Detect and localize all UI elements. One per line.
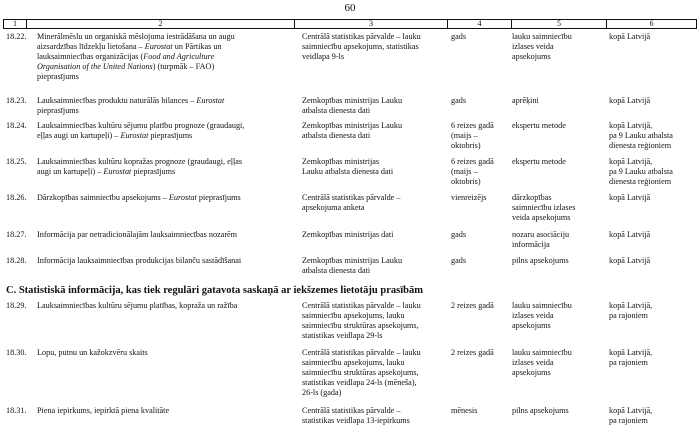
cell-line: Zemkopības ministrijas [302, 157, 380, 166]
cell-line: kopā Latvijā [609, 96, 651, 105]
cell-line: aizsardzības līdzekļu lietošana – Eurostat un Pārtikas un [37, 42, 222, 51]
cell-line: saimniecību struktūras apsekojums, [302, 321, 419, 330]
cell-line: Piena iepirkums, iepirktā piena kvalitāte [37, 406, 170, 415]
cell-line: saimniecību struktūras apsekojums, [302, 368, 419, 377]
row-method [512, 256, 602, 266]
column-number: 2 [158, 19, 163, 28]
row-number: 18.29. [6, 301, 27, 310]
row-number: 18.23. [6, 96, 27, 105]
cell-line: gads [451, 256, 467, 265]
row-frequency [451, 96, 509, 106]
row-method [512, 96, 602, 106]
cell-line: aprēķini [512, 96, 539, 105]
row-description [37, 230, 292, 240]
cell-line: pa rajoniem [609, 311, 648, 320]
cell-line: apsekojuma anketa [302, 203, 365, 212]
row-data-source [302, 301, 462, 341]
cell-line: gads [451, 230, 467, 239]
cell-line: (maijs – [451, 167, 478, 176]
column-number: 4 [477, 19, 482, 28]
cell-line: veidlapa 9-ls [302, 52, 345, 61]
cell-line: apsekojums [512, 52, 551, 61]
row-description [37, 32, 292, 82]
row-method [512, 406, 602, 416]
cell-line: Informācija par netradicionālajām lauksaimniecības nozarēm [37, 230, 238, 239]
cell-line: kopā Latvijā, [609, 157, 653, 166]
cell-line: 26-ls (gada) [302, 388, 342, 397]
cell-line: Informācija lauksaimniecības produkcijas bilanču sastādīšanai [37, 256, 242, 265]
row-method [512, 157, 602, 167]
row-coverage [609, 348, 699, 368]
row-data-source [302, 121, 462, 141]
row-description [37, 406, 292, 416]
row-description [37, 157, 292, 177]
cell-line: atbalsta dienesta dati [302, 131, 371, 140]
row-frequency [451, 406, 509, 416]
row-data-source [302, 32, 462, 62]
cell-line: 2 reizes gadā [451, 348, 494, 357]
row-number: 18.24. [6, 121, 27, 130]
cell-line: kopā Latvijā, [609, 121, 653, 130]
cell-line: Dārzkopības saimniecību apsekojums – Eurostat pieprasījums [37, 193, 241, 202]
cell-line: pa rajoniem [609, 416, 648, 425]
row-method [512, 348, 602, 378]
row-description [37, 348, 292, 358]
section-heading: C. Statistiskā informācija, kas tiek regulāri gatavota saskaņā ar iekšzemes lietotāju prasībām [6, 285, 423, 296]
row-number: 18.31. [6, 406, 27, 415]
cell-line: mēnesis [451, 406, 478, 415]
cell-line: lauku saimniecību [512, 301, 572, 310]
cell-line: Lauksaimniecības kultūru sējumu platības, kopraža un ražība [37, 301, 238, 310]
cell-line: atbalsta dienesta dati [302, 106, 371, 115]
row-frequency [451, 193, 509, 203]
cell-line: statistikas veidlapa 29-ls [302, 331, 383, 340]
cell-line: statistikas veidlapa 24-ls (mēneša), [302, 378, 417, 387]
row-coverage [609, 96, 699, 106]
row-frequency [451, 348, 509, 358]
cell-line: statistikas veidlapa 13-iepirkums [302, 416, 410, 425]
row-description [37, 256, 292, 266]
cell-line: Lopu, putnu un kažokzvēru skaits [37, 348, 148, 357]
row-data-source [302, 96, 462, 116]
cell-line: Lauksaimniecības kultūru sējumu platību prognoze (graudaugi, [37, 121, 245, 130]
row-description [37, 193, 292, 203]
cell-line: saimniecību apsekojums, lauku [302, 358, 405, 367]
cell-line: oktobris) [451, 141, 481, 150]
row-description [37, 96, 292, 116]
cell-line: veida apsekojums [512, 213, 571, 222]
cell-line: Minerālmēslu un organiskā mēslojuma iestrādāšana un augu [37, 32, 235, 41]
row-method [512, 32, 602, 62]
cell-line: pilns apsekojums [512, 256, 569, 265]
row-frequency [451, 121, 509, 151]
row-method [512, 193, 602, 223]
cell-line: pilns apsekojums [512, 406, 569, 415]
row-data-source [302, 348, 462, 398]
row-data-source [302, 406, 462, 426]
row-coverage [609, 157, 699, 187]
cell-line: pieprasījums [37, 106, 79, 115]
cell-line: eļļas augi un kartupeļi) – Eurostat pieprasījums [37, 131, 193, 140]
cell-line: izlases veida [512, 358, 554, 367]
cell-line: 6 reizes gadā [451, 157, 494, 166]
cell-line: Zemkopības ministrijas Lauku [302, 96, 403, 105]
row-number: 18.28. [6, 256, 27, 265]
cell-line: 6 reizes gadā [451, 121, 494, 130]
cell-line: Zemkopības ministrijas Lauku [302, 121, 403, 130]
cell-line: gads [451, 32, 467, 41]
cell-line: Zemkopības ministrijas Lauku [302, 256, 403, 265]
cell-line: apsekojums [512, 321, 551, 330]
column-number: 1 [13, 19, 17, 28]
cell-line: izlases veida [512, 311, 554, 320]
cell-line: Centrālā statistikas pārvalde – lauku [302, 32, 421, 41]
cell-line: lauku saimniecību [512, 348, 572, 357]
row-number: 18.30. [6, 348, 27, 357]
column-number: 6 [649, 19, 654, 28]
cell-line: pa 9 Lauku atbalsta [609, 131, 673, 140]
column-number: 5 [557, 19, 561, 28]
row-data-source [302, 256, 462, 276]
row-method [512, 230, 602, 250]
row-frequency [451, 230, 509, 240]
cell-line: kopā Latvijā, [609, 348, 653, 357]
row-number: 18.26. [6, 193, 27, 202]
cell-line: kopā Latvijā, [609, 301, 653, 310]
cell-line: lauku saimniecību [512, 32, 572, 41]
row-data-source [302, 193, 462, 213]
cell-line: ekspertu metode [512, 157, 566, 166]
cell-line: pa rajoniem [609, 358, 648, 367]
cell-line: Lauku atbalsta dienesta dati [302, 167, 394, 176]
row-coverage [609, 406, 699, 426]
cell-line: Centrālā statistikas pārvalde – [302, 406, 401, 415]
cell-line: vienreizējs [451, 193, 487, 202]
cell-line: (maijs – [451, 131, 478, 140]
cell-line: apsekojums [512, 368, 551, 377]
row-description [37, 121, 292, 141]
row-frequency [451, 301, 509, 311]
row-coverage [609, 256, 699, 266]
cell-line: Organisation of the United Nations) (turpmāk – FAO) [37, 62, 215, 71]
cell-line: Centrālā statistikas pārvalde – lauku [302, 348, 421, 357]
cell-line: Centrālā statistikas pārvalde – lauku [302, 301, 421, 310]
cell-line: saimniecību apsekojums, lauku [302, 311, 405, 320]
cell-line: izlases veida [512, 42, 554, 51]
cell-line: oktobris) [451, 177, 481, 186]
cell-line: Zemkopības ministrijas dati [302, 230, 394, 239]
cell-line: kopā Latvijā, [609, 406, 653, 415]
cell-line: kopā Latvijā [609, 230, 651, 239]
row-data-source [302, 157, 462, 177]
cell-line: pieprasījums [37, 72, 79, 81]
row-frequency [451, 157, 509, 187]
cell-line: 2 reizes gadā [451, 301, 494, 310]
row-data-source [302, 230, 462, 240]
row-coverage [609, 32, 699, 42]
cell-line: dienesta reģioniem [609, 141, 672, 150]
page-number: 60 [344, 2, 356, 14]
cell-line: ekspertu metode [512, 121, 566, 130]
cell-line: augi un kartupeļi) – Eurostat pieprasījums [37, 167, 176, 176]
row-number: 18.25. [6, 157, 27, 166]
row-method [512, 121, 602, 131]
cell-line: gads [451, 96, 467, 105]
cell-line: kopā Latvijā [609, 193, 651, 202]
cell-line: informācija [512, 240, 550, 249]
cell-line: dienesta reģioniem [609, 177, 672, 186]
column-number: 3 [369, 19, 373, 28]
cell-line: lauksaimniecības organizācijas (Food and Agriculture [37, 52, 215, 61]
row-number: 18.27. [6, 230, 27, 239]
row-frequency [451, 256, 509, 266]
row-number: 18.22. [6, 32, 27, 41]
cell-line: Lauksaimniecības produktu naturālās bilances – Eurostat [37, 96, 225, 105]
row-description [37, 301, 292, 311]
cell-line: Centrālā statistikas pārvalde – [302, 193, 401, 202]
cell-line: pa 9 Lauku atbalsta [609, 167, 673, 176]
row-coverage [609, 121, 699, 151]
cell-line: saimniecību apsekojums, statistikas [302, 42, 419, 51]
row-coverage [609, 230, 699, 240]
row-coverage [609, 193, 699, 203]
cell-line: nozaru asociāciju [512, 230, 570, 239]
cell-line: kopā Latvijā [609, 256, 651, 265]
row-coverage [609, 301, 699, 321]
cell-line: kopā Latvijā [609, 32, 651, 41]
cell-line: Lauksaimniecības kultūru kopražas prognoze (graudaugi, eļļas [37, 157, 243, 166]
cell-line: dārzkopības [512, 193, 552, 202]
cell-line: atbalsta dienesta dati [302, 266, 371, 275]
row-frequency [451, 32, 509, 42]
row-method [512, 301, 602, 331]
cell-line: saimniecību izlases [512, 203, 576, 212]
column-number-row [3, 19, 697, 29]
